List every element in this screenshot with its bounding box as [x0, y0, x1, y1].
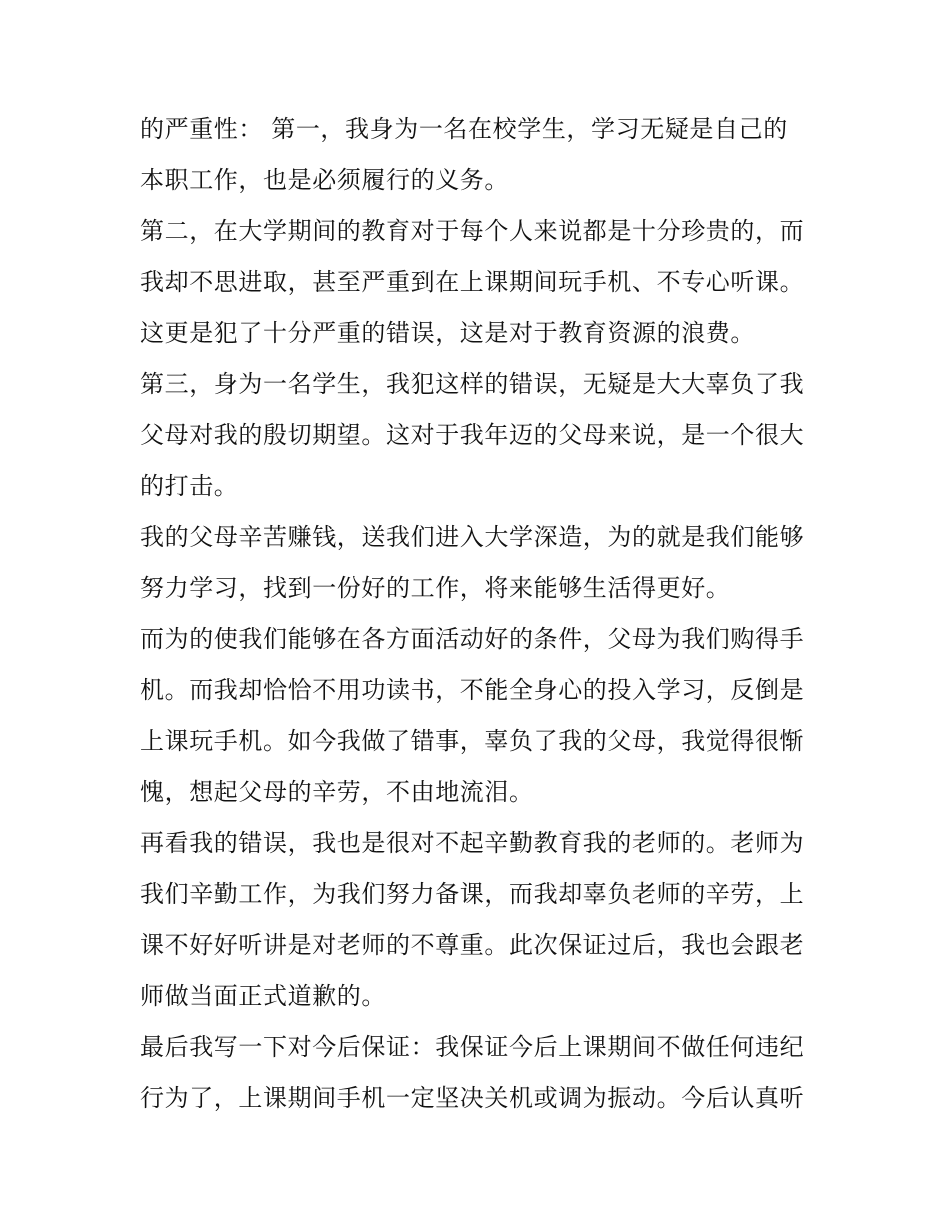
text-line: 最后我写一下对今后保证：我保证今后上课期间不做任何违纪 [140, 1033, 805, 1061]
text-line: 上课玩手机。如今我做了错事，辜负了我的父母，我觉得很惭 [140, 727, 805, 755]
text-line: 第二，在大学期间的教育对于每个人来说都是十分珍贵的，而 [140, 217, 805, 245]
document-body [140, 104, 820, 1124]
text-line: 师做当面正式道歉的。 [140, 982, 386, 1010]
text-line: 愧，想起父母的辛劳，不由地流泪。 [140, 778, 534, 806]
text-line: 而为的使我们能够在各方面活动好的条件，父母为我们购得手 [140, 625, 805, 653]
text-line: 努力学习，找到一份好的工作，将来能够生活得更好。 [140, 574, 731, 602]
text-line: 第三，身为一名学生，我犯这样的错误，无疑是大大辜负了我 [140, 370, 805, 398]
text-line: 这更是犯了十分严重的错误，这是对于教育资源的浪费。 [140, 319, 755, 347]
text-line: 我们辛勤工作，为我们努力备课，而我却辜负老师的辛劳，上 [140, 880, 805, 908]
text-line: 的打击。 [140, 472, 239, 500]
text-line: 的严重性： 第一，我身为一名在校学生，学习无疑是自己的 [140, 115, 788, 143]
text-line: 机。而我却恰恰不用功读书，不能全身心的投入学习，反倒是 [140, 676, 805, 704]
text-line: 课不好好听讲是对老师的不尊重。此次保证过后，我也会跟老 [140, 931, 805, 959]
text-line: 本职工作，也是必须履行的义务。 [140, 166, 509, 194]
text-line: 我却不思进取，甚至严重到在上课期间玩手机、不专心听课。 [140, 268, 805, 296]
text-line: 再看我的错误，我也是很对不起辛勤教育我的老师的。老师为 [140, 829, 805, 857]
text-line: 父母对我的殷切期望。这对于我年迈的父母来说，是一个很大 [140, 421, 805, 449]
text-line: 行为了，上课期间手机一定坚决关机或调为振动。今后认真听 [140, 1084, 805, 1112]
text-line: 我的父母辛苦赚钱，送我们进入大学深造，为的就是我们能够 [140, 523, 805, 551]
